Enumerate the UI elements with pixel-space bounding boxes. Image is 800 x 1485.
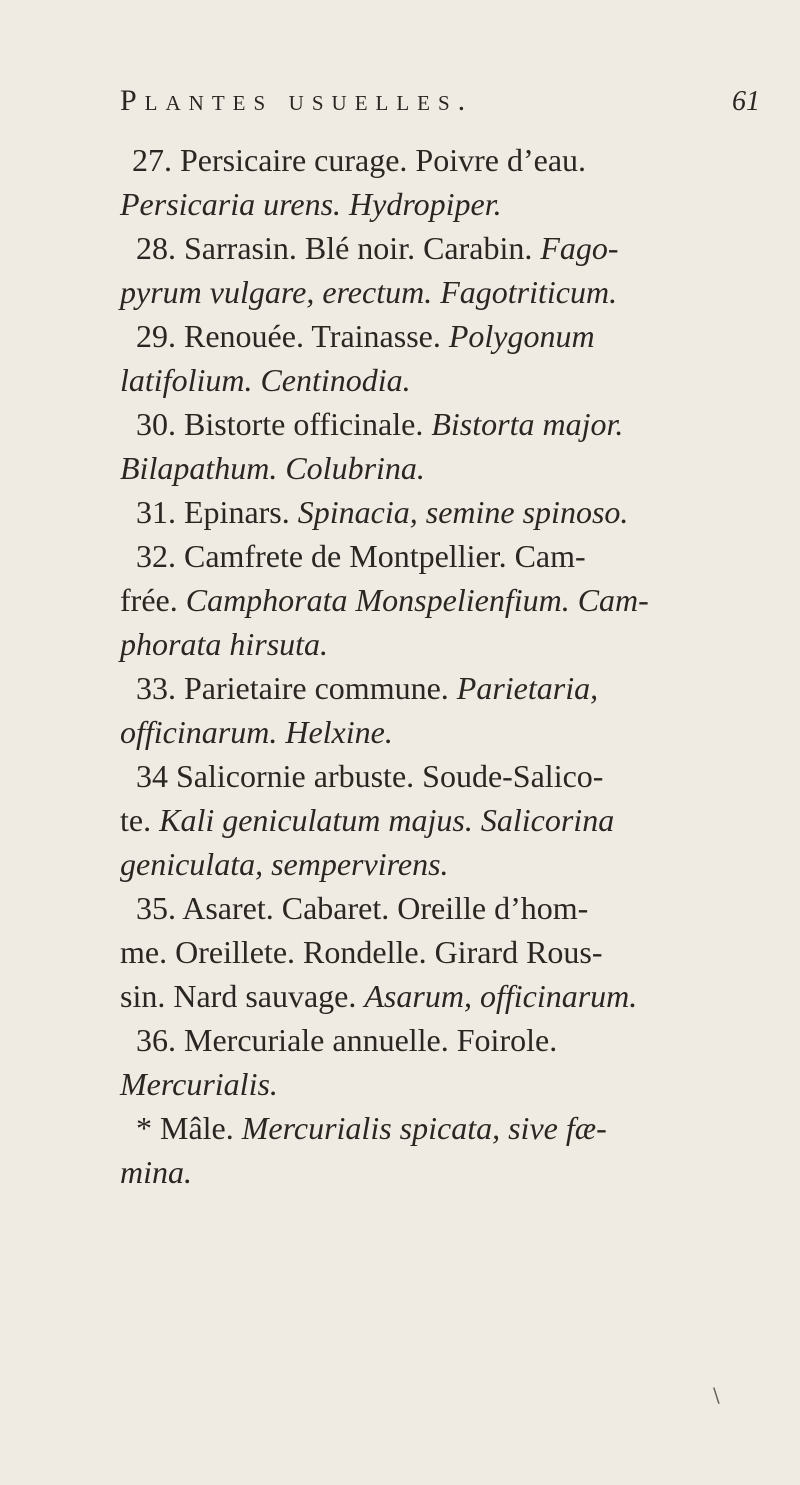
text-line: [120, 272, 617, 316]
latin-name: Bilapathum. Colubrina.: [120, 450, 425, 486]
french-name: 32. Camfrete de Montpellier. Cam-: [136, 538, 586, 574]
french-name: 34 Salicornie arbuste. Soude-Salico-: [136, 758, 604, 794]
text-line: [120, 184, 502, 228]
french-name: 30. Bistorte officinale.: [136, 406, 432, 442]
text-line: [136, 228, 619, 272]
latin-name: Bistorta major.: [431, 406, 624, 442]
french-name: 28. Sarrasin. Blé noir. Carabin.: [136, 230, 541, 266]
text-line: [120, 932, 603, 976]
french-name: te.: [120, 802, 160, 838]
text-line: [136, 316, 595, 360]
catchmark: \: [713, 1383, 720, 1407]
text-line: [120, 448, 425, 492]
french-name: 33. Parietaire commune.: [136, 670, 457, 706]
text-line: [136, 536, 586, 580]
french-name: 36. Mercuriale annuelle. Foirole.: [136, 1022, 558, 1058]
latin-name: Fago-: [540, 230, 619, 266]
latin-name: Mercurialis spicata, sive fæ-: [241, 1110, 607, 1146]
text-line: [120, 624, 328, 668]
french-name: frée.: [120, 582, 186, 618]
latin-name: phorata hirsuta.: [120, 626, 329, 662]
french-name: 31. Epinars.: [136, 494, 298, 530]
latin-name: Mercurialis.: [120, 1066, 278, 1102]
text-line: [136, 404, 623, 448]
latin-name: Asarum, officinarum.: [364, 978, 638, 1014]
latin-name: Parietaria,: [456, 670, 599, 706]
text-line: [136, 756, 603, 800]
latin-name: Polygonum: [448, 318, 595, 354]
text-line: [120, 800, 614, 844]
latin-name: geniculata, sempervirens.: [120, 846, 449, 882]
text-line: [120, 580, 649, 624]
page-number: 61: [732, 86, 760, 117]
text-line: [132, 140, 586, 184]
text-line: [136, 888, 588, 932]
text-line: [136, 1108, 607, 1152]
latin-name: Spinacia, semine spinoso.: [297, 494, 629, 530]
latin-name: Camphorata Monspelienfium. Cam-: [185, 582, 649, 618]
text-line: [120, 844, 449, 888]
latin-name: latifolium. Centinodia.: [120, 362, 411, 398]
french-name: 35. Asaret. Cabaret. Oreille d’hom-: [136, 890, 589, 926]
page-header: [120, 84, 760, 134]
text-line: [120, 360, 411, 404]
french-name: me. Oreillete. Rondelle. Girard Rous-: [120, 934, 603, 970]
running-head: Plantes usuelles.: [120, 84, 474, 117]
text-line: [120, 976, 637, 1020]
french-name: * Mâle.: [136, 1110, 242, 1146]
text-line: [120, 712, 393, 756]
text-line: [120, 1152, 192, 1196]
latin-name: pyrum vulgare, erectum. Fagotriticum.: [120, 274, 618, 310]
latin-name: mina.: [120, 1154, 192, 1190]
french-name: 29. Renouée. Trainasse.: [136, 318, 449, 354]
french-name: sin. Nard sauvage.: [120, 978, 365, 1014]
latin-name: officinarum. Helxine.: [120, 714, 393, 750]
latin-name: Persicaria urens. Hydropiper.: [120, 186, 502, 222]
text-line: [136, 492, 628, 536]
text-line: [136, 668, 598, 712]
text-line: [136, 1020, 557, 1064]
french-name: 27. Persicaire curage. Poivre d’eau.: [132, 142, 587, 178]
text-line: [120, 1064, 278, 1108]
latin-name: Kali geniculatum majus. Salicorina: [159, 802, 615, 838]
